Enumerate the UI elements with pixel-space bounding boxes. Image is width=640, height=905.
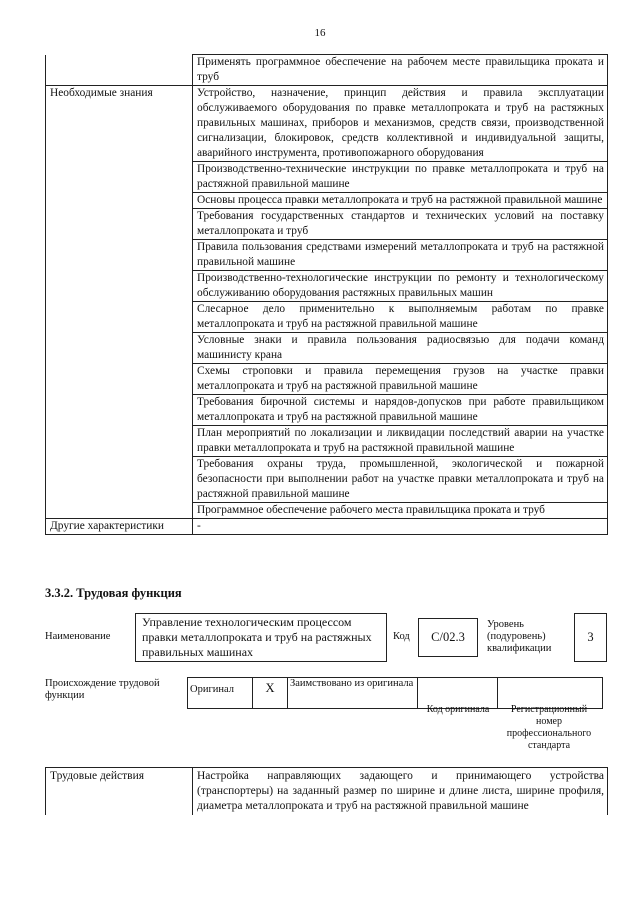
empty-label-cell	[46, 333, 193, 364]
knowledge-item: Схемы строповки и правила перемещения грузов на участке правки металлопроката и труб на растяжной правильной машине	[193, 364, 608, 395]
code-original-label: Код оригинала	[426, 704, 490, 715]
empty-label-cell	[46, 426, 193, 457]
original-label: Оригинал	[188, 678, 253, 709]
knowledge-item: Основы процесса правки металлопроката и труб на растяжной правильной машине	[193, 193, 608, 209]
knowledge-item: Требования охраны труда, промышленной, экологической и пожарной безопасности при выполнении работ на участке правки металлопроката и труб на растяжной правильной машине	[193, 457, 608, 503]
name-label: Наименование	[45, 631, 111, 642]
knowledge-item: Правила пользования средствами измерений металлопроката и труб на растяжной правильной машине	[193, 240, 608, 271]
empty-label-cell	[46, 271, 193, 302]
knowledge-item: Требования бирочной системы и нарядов-допусков при работе правильщиком металлопроката и труб на растяжной правильной машине	[193, 395, 608, 426]
empty-label-cell	[46, 240, 193, 271]
code-value-box: C/02.3	[418, 618, 478, 657]
other-characteristics-label: Другие характеристики	[46, 519, 193, 535]
empty-label-cell	[46, 162, 193, 193]
empty-label-cell	[46, 302, 193, 333]
level-value-box: 3	[574, 613, 607, 662]
knowledge-item: Требования государственных стандартов и технических условий на поставку металлопроката и труб	[193, 209, 608, 240]
empty-label-cell	[46, 193, 193, 209]
original-mark: X	[253, 678, 288, 709]
level-label: Уровень (подуровень) квалификации	[487, 619, 552, 654]
empty-label-cell	[46, 457, 193, 503]
empty-label-cell	[46, 503, 193, 519]
knowledge-item: Условные знаки и правила пользования радиосвязью для подачи команд машинисту крана	[193, 333, 608, 364]
knowledge-item: Программное обеспечение рабочего места правильщика проката и труб	[193, 503, 608, 519]
empty-label-cell	[46, 55, 193, 86]
borrowed-label: Заимствовано из оригинала	[288, 678, 418, 709]
empty-label-cell	[46, 395, 193, 426]
knowledge-item: Устройство, назначение, принцип действия и правила эксплуатации обслуживаемого оборудования по правке металлопроката и труб на растяжных правильных машинах, приборов и механизмов, средств связи, производственной сигнализации, блокировок, средств коллективной и индивидуальной защиты, аварийного инструмента, противопожарного оборудования	[193, 86, 608, 162]
knowledge-table	[45, 54, 608, 535]
origin-label: Происхождение трудовой функции	[45, 678, 160, 701]
section-heading: 3.3.2. Трудовая функция	[45, 586, 182, 600]
knowledge-item: Производственно-технические инструкции по правке металлопроката и труб на растяжной правильной машине	[193, 162, 608, 193]
labor-actions-label: Трудовые действия	[46, 768, 193, 816]
other-characteristics-value: -	[193, 519, 608, 535]
function-name-box: Управление технологическим процессом правки металлопроката и труб на растяжных правильных машинах	[135, 613, 387, 662]
knowledge-item: План мероприятий по локализации и ликвидации последствий аварии на участке правки металлопроката и труб на растяжной правильной машине	[193, 426, 608, 457]
labor-action-item: Настройка направляющих задающего и принимающего устройства (транспортеры) на заданный размер по ширине и длине листа, ширине профиля, диаметра металлопроката и труб на растяжной правильной машине	[193, 768, 608, 816]
knowledge-label: Необходимые знания	[46, 86, 193, 162]
reg-number-label: Регистрационный номер профессионального стандарта	[506, 704, 592, 751]
knowledge-item: Слесарное дело применительно к выполняемым работам по правке металлопроката и труб на растяжной правильной машине	[193, 302, 608, 333]
empty-label-cell	[46, 209, 193, 240]
knowledge-item: Производственно-технологические инструкции по ремонту и технологическому обслуживанию оборудования растяжных правильных машин	[193, 271, 608, 302]
labor-actions-table	[45, 767, 608, 815]
skill-cell: Применять программное обеспечение на рабочем месте правильщика проката и труб	[193, 55, 608, 86]
page-number: 16	[314, 27, 326, 39]
code-label: Код	[393, 631, 410, 642]
empty-label-cell	[46, 364, 193, 395]
